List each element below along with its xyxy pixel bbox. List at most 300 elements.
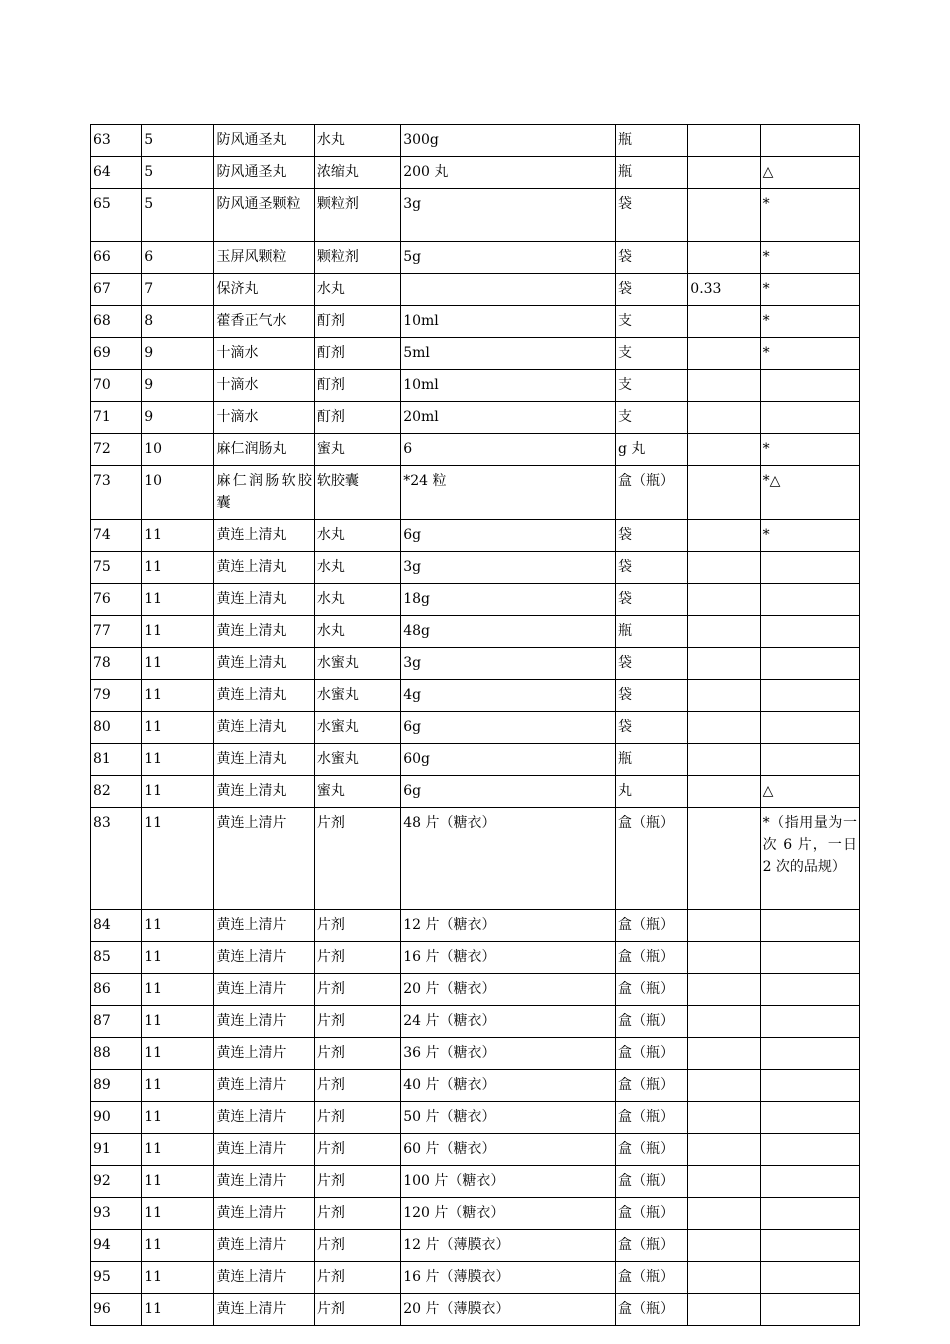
row-number-cell: 68 — [91, 306, 142, 338]
note-cell: * — [760, 306, 859, 338]
dosage-form-cell: 蜜丸 — [314, 434, 400, 466]
note-cell — [760, 1070, 859, 1102]
drug-name-cell: 黄连上清丸 — [214, 616, 314, 648]
row-number-cell: 78 — [91, 648, 142, 680]
table-row — [91, 552, 860, 584]
note-cell — [760, 744, 859, 776]
row-number-cell: 87 — [91, 1006, 142, 1038]
dosage-form-cell: 酊剂 — [314, 306, 400, 338]
group-number-cell: 8 — [142, 306, 214, 338]
row-number-cell: 81 — [91, 744, 142, 776]
dosage-form-cell: 水丸 — [314, 552, 400, 584]
note-cell: *△ — [760, 466, 859, 520]
row-number-cell: 93 — [91, 1198, 142, 1230]
group-number-cell: 11 — [142, 584, 214, 616]
table-row — [91, 744, 860, 776]
row-number-cell: 76 — [91, 584, 142, 616]
drug-name-cell: 防风通圣颗粒 — [214, 189, 314, 242]
specification-cell: 5ml — [401, 338, 616, 370]
note-cell: *（指用量为一次 6 片，一日 2 次的品规） — [760, 808, 859, 910]
price-cell — [688, 157, 760, 189]
unit-cell: 盒（瓶） — [616, 1166, 688, 1198]
unit-cell: 袋 — [616, 584, 688, 616]
drug-name-cell: 黄连上清片 — [214, 942, 314, 974]
price-cell: 0.33 — [688, 274, 760, 306]
drug-name-cell: 黄连上清丸 — [214, 648, 314, 680]
unit-cell: 袋 — [616, 189, 688, 242]
drug-name-cell: 黄连上清片 — [214, 974, 314, 1006]
price-cell — [688, 942, 760, 974]
specification-cell: 12 片（薄膜衣） — [401, 1230, 616, 1262]
row-number-cell: 75 — [91, 552, 142, 584]
unit-cell: 盒（瓶） — [616, 1230, 688, 1262]
dosage-form-cell: 片剂 — [314, 808, 400, 910]
row-number-cell: 72 — [91, 434, 142, 466]
group-number-cell: 11 — [142, 1006, 214, 1038]
specification-cell: 16 片（薄膜衣） — [401, 1262, 616, 1294]
note-cell — [760, 552, 859, 584]
row-number-cell: 69 — [91, 338, 142, 370]
table-row — [91, 306, 860, 338]
dosage-form-cell: 水丸 — [314, 274, 400, 306]
price-cell — [688, 1166, 760, 1198]
specification-cell: 3g — [401, 189, 616, 242]
price-cell — [688, 1006, 760, 1038]
table-row — [91, 338, 860, 370]
unit-cell: 盒（瓶） — [616, 910, 688, 942]
price-cell — [688, 712, 760, 744]
group-number-cell: 11 — [142, 1038, 214, 1070]
specification-cell: 60g — [401, 744, 616, 776]
drug-name-cell: 防风通圣丸 — [214, 157, 314, 189]
table-row — [91, 910, 860, 942]
table-row — [91, 616, 860, 648]
specification-cell: 40 片（糖衣） — [401, 1070, 616, 1102]
row-number-cell: 80 — [91, 712, 142, 744]
group-number-cell: 5 — [142, 125, 214, 157]
unit-cell: 盒（瓶） — [616, 1262, 688, 1294]
unit-cell: 丸 — [616, 776, 688, 808]
unit-cell: 盒（瓶） — [616, 1070, 688, 1102]
unit-cell: 袋 — [616, 242, 688, 274]
specification-cell: 300g — [401, 125, 616, 157]
table-row — [91, 1102, 860, 1134]
dosage-form-cell: 片剂 — [314, 1262, 400, 1294]
unit-cell: 盒（瓶） — [616, 974, 688, 1006]
group-number-cell: 11 — [142, 1134, 214, 1166]
group-number-cell: 7 — [142, 274, 214, 306]
group-number-cell: 11 — [142, 1294, 214, 1326]
unit-cell: g 丸 — [616, 434, 688, 466]
dosage-form-cell: 水丸 — [314, 584, 400, 616]
table-row — [91, 125, 860, 157]
group-number-cell: 11 — [142, 1070, 214, 1102]
note-cell: * — [760, 520, 859, 552]
dosage-form-cell: 片剂 — [314, 1134, 400, 1166]
unit-cell: 袋 — [616, 648, 688, 680]
dosage-form-cell: 片剂 — [314, 1070, 400, 1102]
drug-name-cell: 黄连上清片 — [214, 910, 314, 942]
note-cell: * — [760, 242, 859, 274]
group-number-cell: 11 — [142, 648, 214, 680]
price-cell — [688, 434, 760, 466]
row-number-cell: 95 — [91, 1262, 142, 1294]
row-number-cell: 63 — [91, 125, 142, 157]
dosage-form-cell: 片剂 — [314, 1006, 400, 1038]
table-row — [91, 1006, 860, 1038]
price-cell — [688, 1230, 760, 1262]
drug-name-cell: 保济丸 — [214, 274, 314, 306]
drug-name-cell: 玉屏风颗粒 — [214, 242, 314, 274]
group-number-cell: 5 — [142, 189, 214, 242]
drug-name-cell: 黄连上清丸 — [214, 552, 314, 584]
table-row — [91, 942, 860, 974]
note-cell: * — [760, 274, 859, 306]
specification-cell: 6g — [401, 712, 616, 744]
dosage-form-cell: 水蜜丸 — [314, 744, 400, 776]
row-number-cell: 74 — [91, 520, 142, 552]
drug-name-cell: 黄连上清片 — [214, 1166, 314, 1198]
dosage-form-cell: 片剂 — [314, 1102, 400, 1134]
specification-cell: 18g — [401, 584, 616, 616]
specification-cell: 16 片（糖衣） — [401, 942, 616, 974]
note-cell — [760, 942, 859, 974]
drug-name-cell: 黄连上清丸 — [214, 584, 314, 616]
unit-cell: 支 — [616, 338, 688, 370]
group-number-cell: 10 — [142, 434, 214, 466]
price-cell — [688, 306, 760, 338]
dosage-form-cell: 酊剂 — [314, 338, 400, 370]
note-cell — [760, 712, 859, 744]
group-number-cell: 11 — [142, 712, 214, 744]
dosage-form-cell: 颗粒剂 — [314, 242, 400, 274]
specification-cell: 20ml — [401, 402, 616, 434]
unit-cell: 支 — [616, 370, 688, 402]
row-number-cell: 66 — [91, 242, 142, 274]
drug-name-cell: 黄连上清片 — [214, 1006, 314, 1038]
dosage-form-cell: 片剂 — [314, 1230, 400, 1262]
note-cell — [760, 1006, 859, 1038]
table-row — [91, 1230, 860, 1262]
dosage-form-cell: 水蜜丸 — [314, 680, 400, 712]
drug-name-cell: 黄连上清片 — [214, 1294, 314, 1326]
drug-name-cell: 十滴水 — [214, 402, 314, 434]
note-cell — [760, 402, 859, 434]
price-cell — [688, 1134, 760, 1166]
unit-cell: 袋 — [616, 712, 688, 744]
drug-name-cell: 黄连上清片 — [214, 1070, 314, 1102]
note-cell — [760, 1038, 859, 1070]
group-number-cell: 11 — [142, 942, 214, 974]
note-cell — [760, 1294, 859, 1326]
table-row — [91, 648, 860, 680]
specification-cell: 120 片（糖衣） — [401, 1198, 616, 1230]
drug-name-cell: 黄连上清丸 — [214, 712, 314, 744]
unit-cell: 盒（瓶） — [616, 1294, 688, 1326]
note-cell — [760, 1166, 859, 1198]
specification-cell: 24 片（糖衣） — [401, 1006, 616, 1038]
dosage-form-cell: 水蜜丸 — [314, 712, 400, 744]
price-cell — [688, 680, 760, 712]
price-cell — [688, 1038, 760, 1070]
price-cell — [688, 1198, 760, 1230]
specification-cell: 3g — [401, 552, 616, 584]
price-cell — [688, 1070, 760, 1102]
drug-name-cell: 黄连上清片 — [214, 808, 314, 910]
row-number-cell: 84 — [91, 910, 142, 942]
drug-name-cell: 黄连上清丸 — [214, 680, 314, 712]
drug-name-cell: 黄连上清丸 — [214, 520, 314, 552]
group-number-cell: 11 — [142, 552, 214, 584]
drug-name-cell: 十滴水 — [214, 370, 314, 402]
dosage-form-cell: 片剂 — [314, 974, 400, 1006]
unit-cell: 盒（瓶） — [616, 942, 688, 974]
unit-cell: 盒（瓶） — [616, 1134, 688, 1166]
group-number-cell: 5 — [142, 157, 214, 189]
specification-cell: 20 片（糖衣） — [401, 974, 616, 1006]
price-cell — [688, 552, 760, 584]
price-cell — [688, 242, 760, 274]
dosage-form-cell: 片剂 — [314, 1294, 400, 1326]
note-cell — [760, 680, 859, 712]
specification-cell: 10ml — [401, 306, 616, 338]
table-row — [91, 189, 860, 242]
dosage-form-cell: 水丸 — [314, 520, 400, 552]
specification-cell: 6g — [401, 520, 616, 552]
table-row — [91, 1038, 860, 1070]
group-number-cell: 9 — [142, 370, 214, 402]
price-cell — [688, 1262, 760, 1294]
specification-cell: 4g — [401, 680, 616, 712]
drug-name-cell: 黄连上清丸 — [214, 776, 314, 808]
unit-cell: 盒（瓶） — [616, 808, 688, 910]
group-number-cell: 10 — [142, 466, 214, 520]
dosage-form-cell: 片剂 — [314, 1166, 400, 1198]
price-cell — [688, 466, 760, 520]
drug-name-cell: 十滴水 — [214, 338, 314, 370]
unit-cell: 盒（瓶） — [616, 1006, 688, 1038]
unit-cell: 瓶 — [616, 157, 688, 189]
table-row — [91, 242, 860, 274]
drug-name-cell: 麻仁润肠丸 — [214, 434, 314, 466]
specification-cell: 6g — [401, 776, 616, 808]
note-cell — [760, 974, 859, 1006]
group-number-cell: 11 — [142, 1102, 214, 1134]
table-row — [91, 466, 860, 520]
row-number-cell: 73 — [91, 466, 142, 520]
specification-cell: 20 片（薄膜衣） — [401, 1294, 616, 1326]
row-number-cell: 83 — [91, 808, 142, 910]
price-cell — [688, 1294, 760, 1326]
drug-list-table — [90, 124, 860, 1326]
price-cell — [688, 584, 760, 616]
drug-name-cell: 黄连上清片 — [214, 1038, 314, 1070]
unit-cell: 袋 — [616, 680, 688, 712]
dosage-form-cell: 蜜丸 — [314, 776, 400, 808]
row-number-cell: 67 — [91, 274, 142, 306]
drug-name-cell: 黄连上清片 — [214, 1102, 314, 1134]
price-cell — [688, 776, 760, 808]
table-row — [91, 584, 860, 616]
specification-cell: 6 — [401, 434, 616, 466]
specification-cell: 48 片（糖衣） — [401, 808, 616, 910]
table-row — [91, 1166, 860, 1198]
table-row — [91, 157, 860, 189]
note-cell: * — [760, 434, 859, 466]
drug-name-cell: 藿香正气水 — [214, 306, 314, 338]
row-number-cell: 90 — [91, 1102, 142, 1134]
dosage-form-cell: 片剂 — [314, 1038, 400, 1070]
group-number-cell: 6 — [142, 242, 214, 274]
table-row — [91, 402, 860, 434]
table-row — [91, 1294, 860, 1326]
drug-name-cell: 黄连上清丸 — [214, 744, 314, 776]
drug-name-cell: 防风通圣丸 — [214, 125, 314, 157]
note-cell — [760, 125, 859, 157]
dosage-form-cell: 颗粒剂 — [314, 189, 400, 242]
note-cell: * — [760, 189, 859, 242]
table-row — [91, 1262, 860, 1294]
row-number-cell: 89 — [91, 1070, 142, 1102]
drug-name-cell: 黄连上清片 — [214, 1198, 314, 1230]
group-number-cell: 9 — [142, 338, 214, 370]
specification-cell: 60 片（糖衣） — [401, 1134, 616, 1166]
unit-cell: 瓶 — [616, 125, 688, 157]
specification-cell: 36 片（糖衣） — [401, 1038, 616, 1070]
price-cell — [688, 370, 760, 402]
group-number-cell: 11 — [142, 1198, 214, 1230]
price-cell — [688, 974, 760, 1006]
price-cell — [688, 189, 760, 242]
price-cell — [688, 616, 760, 648]
table-row — [91, 808, 860, 910]
table-row — [91, 1070, 860, 1102]
price-cell — [688, 744, 760, 776]
row-number-cell: 71 — [91, 402, 142, 434]
unit-cell: 盒（瓶） — [616, 1198, 688, 1230]
specification-cell — [401, 274, 616, 306]
group-number-cell: 11 — [142, 1166, 214, 1198]
row-number-cell: 92 — [91, 1166, 142, 1198]
row-number-cell: 65 — [91, 189, 142, 242]
drug-name-cell: 麻仁润肠软胶囊 — [214, 466, 314, 520]
unit-cell: 袋 — [616, 274, 688, 306]
price-cell — [688, 808, 760, 910]
specification-cell: 5g — [401, 242, 616, 274]
dosage-form-cell: 酊剂 — [314, 402, 400, 434]
group-number-cell: 11 — [142, 1230, 214, 1262]
price-cell — [688, 338, 760, 370]
table-row — [91, 1198, 860, 1230]
specification-cell: 10ml — [401, 370, 616, 402]
unit-cell: 盒（瓶） — [616, 1102, 688, 1134]
dosage-form-cell: 酊剂 — [314, 370, 400, 402]
row-number-cell: 77 — [91, 616, 142, 648]
note-cell — [760, 584, 859, 616]
group-number-cell: 11 — [142, 680, 214, 712]
price-cell — [688, 125, 760, 157]
table-row — [91, 274, 860, 306]
note-cell — [760, 1134, 859, 1166]
row-number-cell: 82 — [91, 776, 142, 808]
dosage-form-cell: 水丸 — [314, 616, 400, 648]
note-cell — [760, 370, 859, 402]
table-row — [91, 974, 860, 1006]
group-number-cell: 11 — [142, 808, 214, 910]
row-number-cell: 91 — [91, 1134, 142, 1166]
price-cell — [688, 1102, 760, 1134]
note-cell — [760, 616, 859, 648]
row-number-cell: 85 — [91, 942, 142, 974]
group-number-cell: 11 — [142, 744, 214, 776]
table-row — [91, 370, 860, 402]
table-row — [91, 520, 860, 552]
price-cell — [688, 520, 760, 552]
row-number-cell: 70 — [91, 370, 142, 402]
dosage-form-cell: 浓缩丸 — [314, 157, 400, 189]
group-number-cell: 11 — [142, 1262, 214, 1294]
unit-cell: 支 — [616, 402, 688, 434]
note-cell — [760, 910, 859, 942]
note-cell: * — [760, 338, 859, 370]
specification-cell: 200 丸 — [401, 157, 616, 189]
group-number-cell: 9 — [142, 402, 214, 434]
table-row — [91, 434, 860, 466]
note-cell — [760, 1198, 859, 1230]
row-number-cell: 86 — [91, 974, 142, 1006]
table-body — [91, 125, 860, 1326]
unit-cell: 袋 — [616, 520, 688, 552]
specification-cell: 12 片（糖衣） — [401, 910, 616, 942]
table-row — [91, 680, 860, 712]
unit-cell: 瓶 — [616, 616, 688, 648]
drug-name-cell: 黄连上清片 — [214, 1230, 314, 1262]
note-cell — [760, 648, 859, 680]
specification-cell: 50 片（糖衣） — [401, 1102, 616, 1134]
dosage-form-cell: 水蜜丸 — [314, 648, 400, 680]
dosage-form-cell: 水丸 — [314, 125, 400, 157]
unit-cell: 袋 — [616, 552, 688, 584]
dosage-form-cell: 片剂 — [314, 910, 400, 942]
note-cell: △ — [760, 776, 859, 808]
table-row — [91, 776, 860, 808]
specification-cell: 3g — [401, 648, 616, 680]
dosage-form-cell: 软胶囊 — [314, 466, 400, 520]
row-number-cell: 96 — [91, 1294, 142, 1326]
group-number-cell: 11 — [142, 910, 214, 942]
note-cell — [760, 1230, 859, 1262]
group-number-cell: 11 — [142, 616, 214, 648]
note-cell — [760, 1102, 859, 1134]
row-number-cell: 88 — [91, 1038, 142, 1070]
row-number-cell: 79 — [91, 680, 142, 712]
specification-cell: *24 粒 — [401, 466, 616, 520]
specification-cell: 100 片（糖衣） — [401, 1166, 616, 1198]
row-number-cell: 94 — [91, 1230, 142, 1262]
note-cell — [760, 1262, 859, 1294]
unit-cell: 盒（瓶） — [616, 1038, 688, 1070]
dosage-form-cell: 片剂 — [314, 1198, 400, 1230]
specification-cell: 48g — [401, 616, 616, 648]
group-number-cell: 11 — [142, 520, 214, 552]
note-cell: △ — [760, 157, 859, 189]
drug-name-cell: 黄连上清片 — [214, 1262, 314, 1294]
dosage-form-cell: 片剂 — [314, 942, 400, 974]
table-row — [91, 712, 860, 744]
row-number-cell: 64 — [91, 157, 142, 189]
unit-cell: 支 — [616, 306, 688, 338]
table-row — [91, 1134, 860, 1166]
